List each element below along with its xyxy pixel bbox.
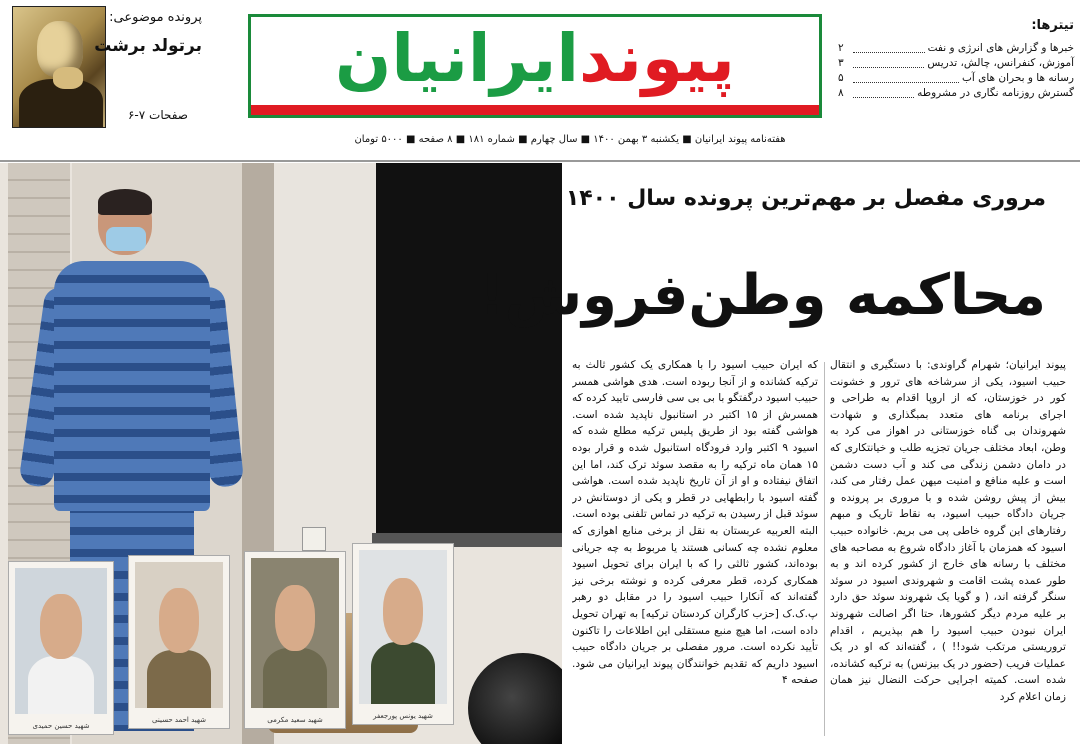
dossier-title: برتولد برشت [94,36,202,56]
article-paragraph: که ایران حبیب اسیود را با همکاری یک کشور ثالث به ترکیه کشانده و از آنجا ربوده است. هدی هواشی همسر حبیب اسیود درگفتگو با بی بی سی فارسی تایید کرده که همسرش از ۱۵ اکتبر در استانبول ناپدید شده است. هواشی گفته بود از طریق پلیس ترکیه مطلع شده که اسیود ۹ اکتبر وارد فرودگاه استانبول شده و قرار بوده ۱۵ همان ماه ترکیه را به مقصد سوئد ترک کند، اما این اتفاق نیفتاده و او از آن تاریخ ناپدید شده است. هواشی گفته اسیود با رابطهایی در قطر و یکی از دوستانش در سوئد قبل از رسیدن به ترکیه در تماس تلفنی بوده است. البته العربیه عربستان به نقل از برخی منابع اهوازی که معلوم نشده چه کسانی هستند یا مربوط به چه جریانی بوده‌اند، کشور ثالثی را که با ایران برای تحویل اسیود همکاری کرده، قطر معرفی کرده و نوشته برخی نیز گفته‌اند که آنکارا حبیب اسیود را در مقابل دو رهبر پ.ک.ک [حزب کارگران کردستان ترکیه] به تهران تحویل داده است، اما هیچ منبع مستقلی این اطلاعات را تاکنون تأیید نکرده است. مرور مفصلی بر جریان دادگاه حبیب اسیود داریم که تقدیم خوانندگان پیوند ایرانیان می شود. صفحه ۴ [572,359,818,687]
camera-lens [468,653,562,744]
headline-item[interactable]: رسانه ها و بحران های آب ۵ [838,72,1074,84]
headline-item[interactable]: آموزش، کنفرانس، چالش، تدریس ۳ [838,57,1074,69]
article-column-right [830,357,1066,741]
article-paragraph: پیوند ایرانیان؛ شهرام گراوندی: با دستگیری و انتقال حبیب اسیود، یکی از سرشاخه های ترور و خشونت کور در خوزستان، که از اروپا اقدام به طراحی و اجرای برنامه های متعدد بمبگذاری و شهادت شهروندان بی گناه خوزستانی در اهواز می کرد به وطن، ابعاد مختلف جریان تجزیه طلب و خیانتکاری که در دامان دشمن زندگی می کند و آب دست دشمن است و علیه منافع و امنیت میهن عمل رفتار می کند، بیش از پیش روشن شده و با مروری بر پرونده و جریان دادگاه حبیب اسیود، به نقاط تاریک و مبهم رفتارهای این گروه خاطی پی می بریم. خانواده حبیب اسیود که همزمان با آغاز دادگاه شروع به مصاحبه های مختلف با رسانه های خارج از کشور کرده اند و به طور عمده پشت اقامت و شهروندی اسیود در سوئد سنگر گرفته اند، ( و گویا یک شهروند سوئد حق دارد بر علیه مردم دیگر کشورها، حتا اگر اصالت شهروند ایران نبودن حبیب اسیود را هم بپذیریم ، اقدام تروریستی مرتکب شود!! ) ، گفته‌اند که او در یک عملیات فریب (حضور در یک بیزنس) به ترکیه کشانده، شده است. کمیته اجرایی حرکت النضال نیز همان زمان اعلام کرد [830,359,1066,703]
headlines-title: تیترها: [1031,18,1074,33]
light-switch [302,527,326,551]
issue-info-line: هفته‌نامه پیوند ایرانیان ■ یکشنبه ۳ بهمن ۱۴۰۰ ■ سال چهارم ■ شماره ۱۸۱ ■ ۸ صفحه ■ ۵۰۰۰ تومان [354,134,786,145]
main-photo [0,163,562,744]
martyr-photo-frame: شهید احمد حسینی [128,555,230,729]
headline-item[interactable]: خبرها و گزارش های انرژی و نفت ۲ [838,42,1074,54]
dossier-pages: صفحات ۷-۶ [127,108,188,122]
logo-text: پیوندایرانیان [335,20,735,97]
martyr-photo-frame: شهید حسین حمیدی [8,561,114,735]
headline-item[interactable]: گسترش روزنامه نگاری در مشروطه ۸ [838,87,1074,99]
article-column-left [572,357,818,741]
main-headline: محاکمه وطن‌فروش! [479,263,1046,328]
logo-red-bar [251,105,819,115]
martyr-photo-frame: شهید سعید مکرمی [244,551,346,729]
dossier-label: پرونده موضوعی: [109,10,202,25]
article-subtitle: مروری مفصل بر مهم‌ترین پرونده سال ۱۴۰۰ [565,186,1046,211]
headlines-index [838,18,1074,128]
masthead-logo [248,14,822,118]
column-divider [824,362,825,736]
header-divider [0,160,1080,162]
martyr-photo-frame: شهید یونس پورجعفر [352,543,454,725]
